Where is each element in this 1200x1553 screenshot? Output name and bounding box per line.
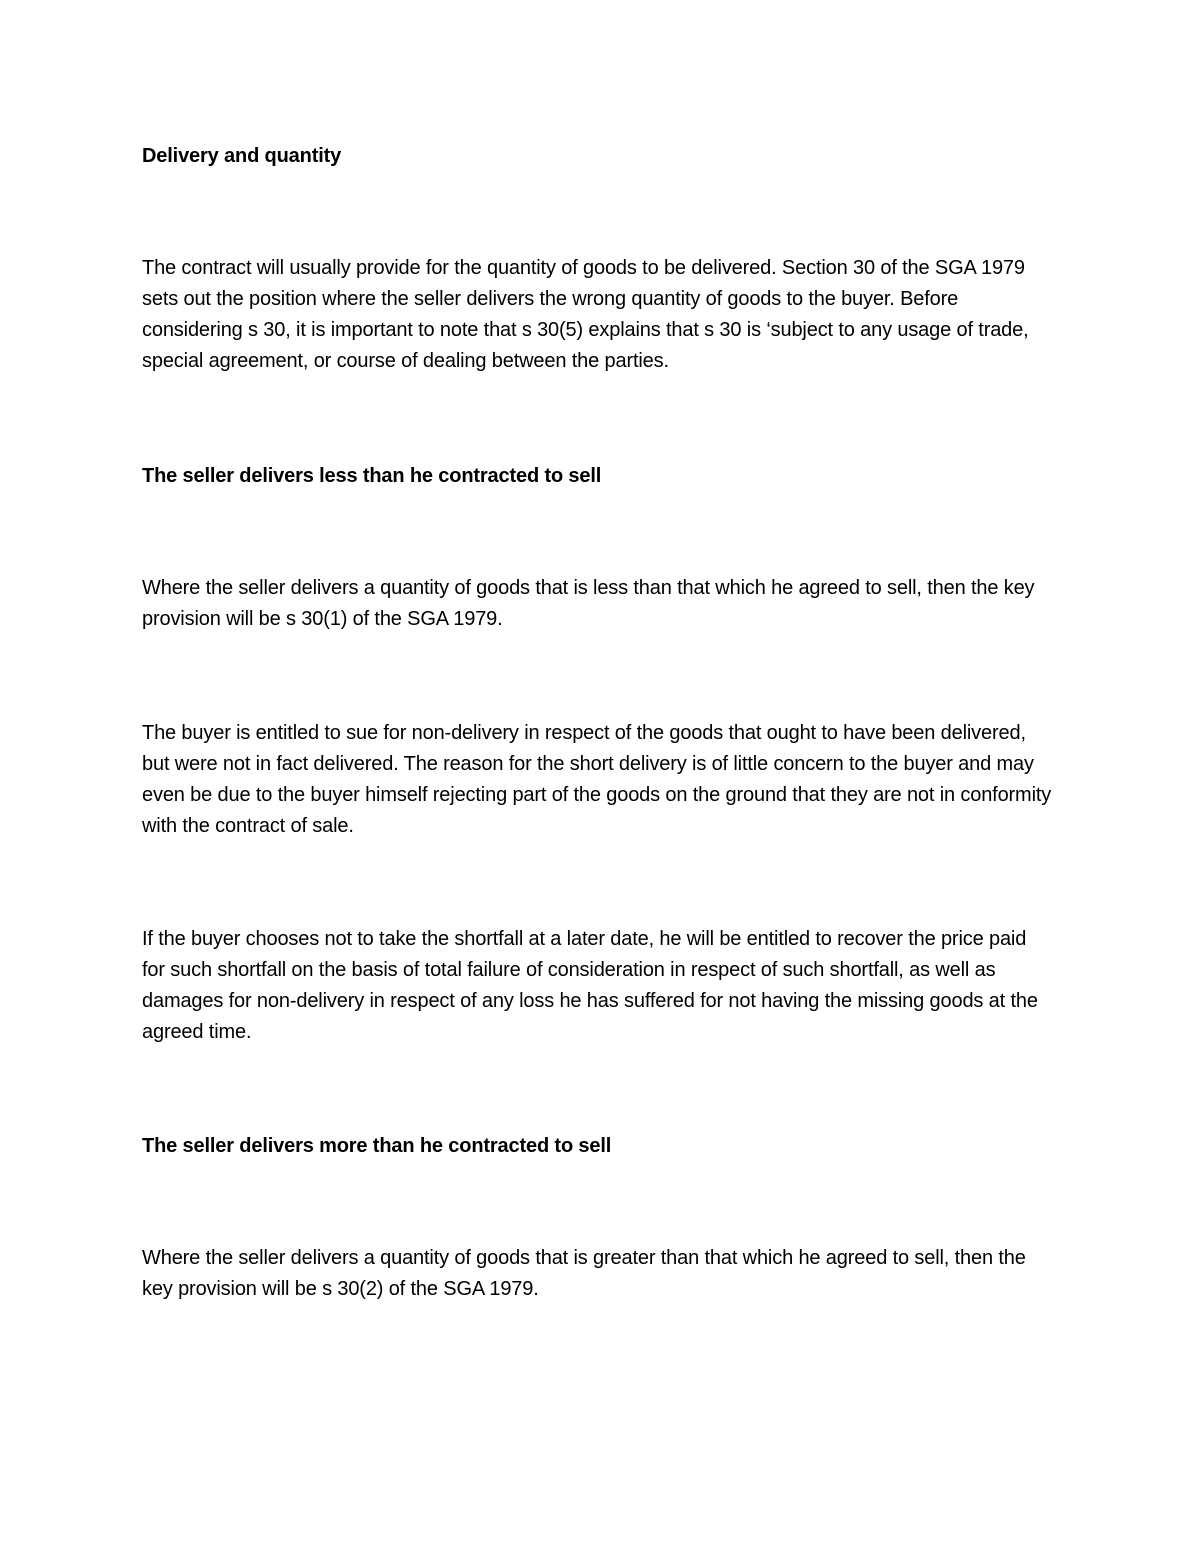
- heading-seller-delivers-more: The seller delivers more than he contracted to sell: [142, 1135, 612, 1157]
- paragraph-less-1: Where the seller delivers a quantity of goods that is less than that which he agreed to sell, then the key provision will be s 30(1) of the SGA 1979.: [142, 577, 1035, 630]
- document-title: Delivery and quantity: [142, 145, 342, 167]
- paragraph-more-1: Where the seller delivers a quantity of goods that is greater than that which he agreed to sell, then the key provision will be s 30(2) of the SGA 1979.: [142, 1247, 1026, 1300]
- heading-seller-delivers-less: The seller delivers less than he contracted to sell: [142, 465, 602, 487]
- paragraph-intro: The contract will usually provide for the quantity of goods to be delivered. Section 30 of the SGA 1979 sets out the position where the seller delivers the wrong quantity of goods to the buyer. Before considering s 30, it is important to note that s 30(5) explains that s 30 is ‘subject to any usage of trade, special agreement, or course of dealing between the parties.: [142, 257, 1029, 372]
- paragraph-less-2: The buyer is entitled to sue for non-delivery in respect of the goods that ought to have been delivered, but were not in fact delivered. The reason for the short delivery is of little concern to the buyer and may even be due to the buyer himself rejecting part of the goods on the ground that they are not in conformity with the contract of sale.: [142, 722, 1052, 837]
- paragraph-less-3: If the buyer chooses not to take the shortfall at a later date, he will be entitled to recover the price paid for such shortfall on the basis of total failure of consideration in respect of such shortfall, as well as damages for non-delivery in respect of any loss he has suffered for not having the missing goods at the agreed time.: [142, 928, 1038, 1043]
